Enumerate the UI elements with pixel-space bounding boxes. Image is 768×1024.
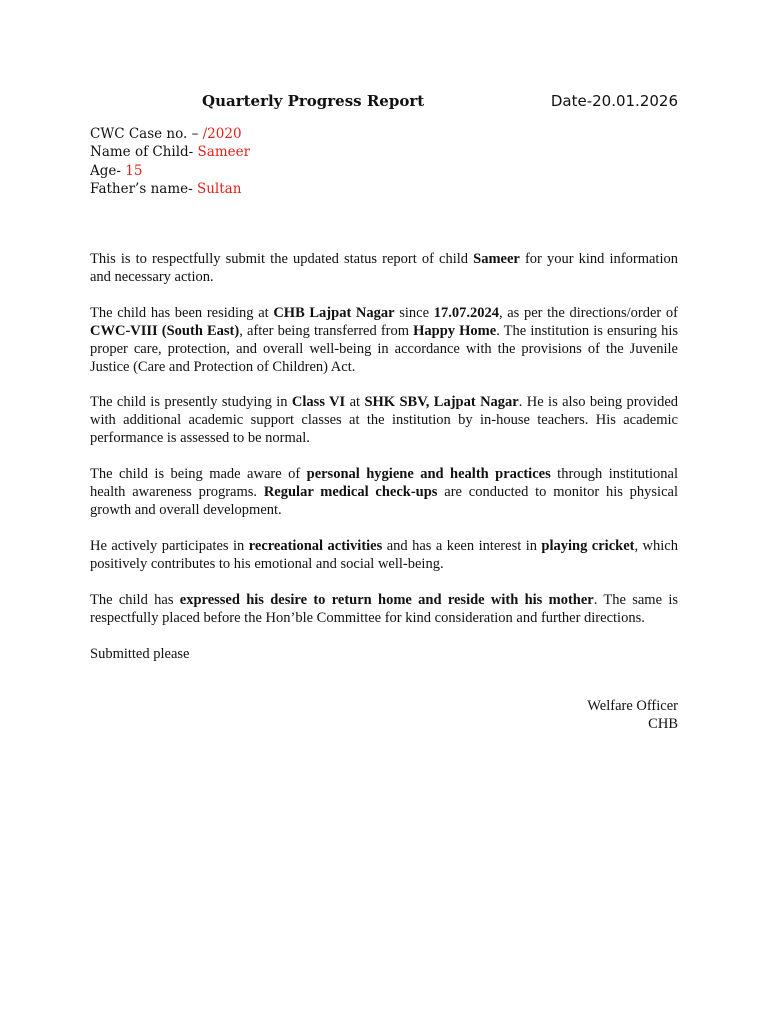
child-name-value: Sameer <box>197 144 251 161</box>
case-number-label: CWC Case no. – <box>90 126 203 142</box>
signature-designation: Welfare Officer <box>587 698 678 714</box>
age-line <box>90 162 678 180</box>
age-label: Age- <box>90 162 126 179</box>
paragraph-text: . The same is respectfully placed before the Hon’ble Committee for kind consideration and further directions. <box>90 591 678 626</box>
paragraph-residence <box>90 305 678 377</box>
paragraph-text: and has a keen interest in <box>382 537 542 554</box>
paragraph-text: for your kind information and necessary action. <box>90 251 678 285</box>
paragraph-text: , which positively contributes to his emotional and social well-being. <box>90 537 678 572</box>
paragraph-emphasis: expressed his desire to return home and reside with his mother <box>179 591 594 608</box>
paragraph-recreation <box>90 538 678 574</box>
case-number-line <box>90 125 678 143</box>
report-header <box>90 92 678 114</box>
paragraph-text: through institutional health awareness programs. <box>90 466 678 501</box>
age-value: 15 <box>125 162 143 179</box>
signature-block <box>587 698 678 734</box>
paragraph-text: The child is being made aware of <box>90 466 307 483</box>
paragraph-closing <box>90 646 678 664</box>
paragraph-emphasis: Regular medical check-ups <box>263 484 438 501</box>
paragraph-emphasis: 17.07.2024 <box>433 304 499 321</box>
paragraph-text: This is to respectfully submit the updated status report of child <box>90 251 474 267</box>
paragraph-text: , after being transferred from <box>239 322 414 339</box>
paragraph-emphasis: Class VI <box>291 394 346 411</box>
paragraph-emphasis: playing cricket <box>541 537 635 554</box>
father-name-label: Father’s name- <box>90 181 197 198</box>
report-date: Date-20.01.2026 <box>550 92 678 110</box>
paragraph-text: The child has been residing at <box>90 304 274 321</box>
report-body <box>90 251 678 681</box>
paragraph-emphasis: SHK SBV, Lajpat Nagar <box>364 394 519 411</box>
paragraph-education <box>90 394 678 448</box>
paragraph-text: The child is presently studying in <box>90 394 292 411</box>
paragraph-desire <box>90 592 678 628</box>
paragraph-emphasis: CHB Lajpat Nagar <box>273 304 395 321</box>
child-name-label: Name of Child- <box>90 144 198 161</box>
signature-organization: CHB <box>648 715 678 732</box>
paragraph-emphasis: personal hygiene and health practices <box>306 466 551 483</box>
paragraph-health <box>90 466 678 520</box>
paragraph-intro <box>90 251 678 287</box>
paragraph-emphasis: CWC-VIII (South East) <box>90 322 240 339</box>
paragraph-emphasis: Happy Home <box>413 322 497 339</box>
paragraph-text: . He is also being provided with additional academic support classes at the institution by in-house teachers. His academic performance is assessed to be normal. <box>90 394 679 447</box>
document-page <box>90 0 678 1024</box>
father-name-value: Sultan <box>196 181 242 198</box>
case-info-block <box>90 125 678 199</box>
child-name-line <box>90 143 678 161</box>
paragraph-text: The child has <box>90 591 180 608</box>
report-title: Quarterly Progress Report <box>202 92 425 110</box>
case-number-value: /2020 <box>202 126 242 142</box>
paragraph-emphasis: recreational activities <box>248 537 383 554</box>
father-name-line <box>90 180 678 198</box>
paragraph-text: , as per the directions/order of <box>498 304 678 321</box>
paragraph-text: at <box>345 394 365 411</box>
paragraph-text: since <box>394 304 434 321</box>
paragraph-emphasis: Sameer <box>473 251 520 267</box>
paragraph-text: . The institution is ensuring his proper care, protection, and overall well-being in accordance with the provisions of the Juvenile Justice (Care and Protection of Children) Act. <box>90 322 678 375</box>
paragraph-text: Submitted please <box>90 645 190 662</box>
paragraph-text: He actively participates in <box>90 537 249 554</box>
paragraph-text: are conducted to monitor his physical growth and overall development. <box>90 484 678 518</box>
